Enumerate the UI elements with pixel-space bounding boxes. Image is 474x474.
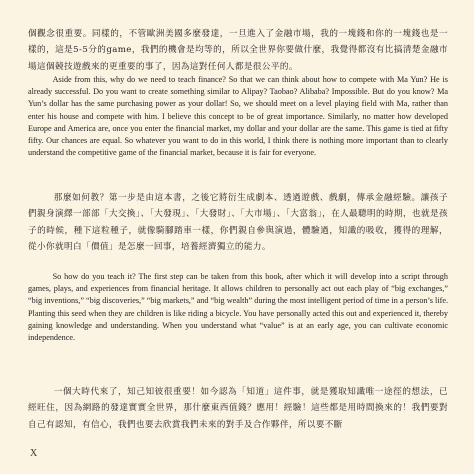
paragraph-chinese-2: 那麼如何教？第一步是由這本書，之後它將衍生成劇本、透過遊戲、戲劇，傳承金融經驗。讓孩子們親身演繹一部部「大交換」、「大發現」、「大發財」、「大市場」、「大富翁」，在人最聰明的時期，也就是孩子的時候，種下這粒種子，就像騎腳踏車一樣，你們親自參與演過，體驗過，知識的吸收，獲得的理解，從小你就明白「價值」是怎麼一回事，培養經濟獨立的能力。 [28,193,448,253]
page-number: X [30,448,38,459]
paragraph-english-1: Aside from this, why do we need to teach finance? So that we can think about how to compete with Ma Yun? He is already successful. Do you want to create something similar to Alipay? Taobao? Alibaba? Impossible. But do you know? Ma Yun’s dollar has the same purchasing power as your dollar! So, we should meet on a level playing field with Ma, rather than enter his house and compete with him. I believe this concept to be of great importance. Similarly, no matter how developed Europe and America are, once you enter the financial market, my dollar and your dollar are the same. This game is tied at fifty fifty. Our chances are equal. So whatever you want to do in this world, I think there is nothing more important than to clearly understand the competitive game of the financial market, because it is fair for everyone. [28,75,448,158]
paragraph-chinese-1: 個觀念很重要。同樣的，不管歐洲美國多麼發達，一旦進入了金融市場，我的一塊錢和你的一塊錢也是一樣的，這是5-5分的game，我們的機會是均等的，所以全世界你要做什麼，我覺得都沒有比搞清楚金融市場這個競技遊戲來的更重要的事了，因為這對任何人都是很公平的。 [28,29,448,72]
paragraph-english-2: So how do you teach it? The first step can be taken from this book, after which it will develop into a script through games, plays, and experiences from financial heritage. It allows children to personally act out each play of “big exchanges,” “big inventions,” “big discoveries,” “big markets,” and “big wealth” during the most intelligent period of time in a person’s life. Planting this seed when they are children is like riding a bicycle. You have personally acted this out and experienced it, thereby gaining knowledge and understanding. When you understand what “value” is at an early age, you can cultivate economic independence. [28,272,448,343]
paragraph-chinese-3: 一個大時代來了，知己知彼很重要！如今認為「知道」這件事，就是獲取知識唯一途徑的想法，已經旺住，因為網路的發達實實全世界，那什麼東西值錢？應用！經驗！這些都是用時間換來的！我們要對自己有認知，有信心，我們也要去欣賞我們未來的對手及合作夥伴，所以要不斷 [28,387,448,430]
